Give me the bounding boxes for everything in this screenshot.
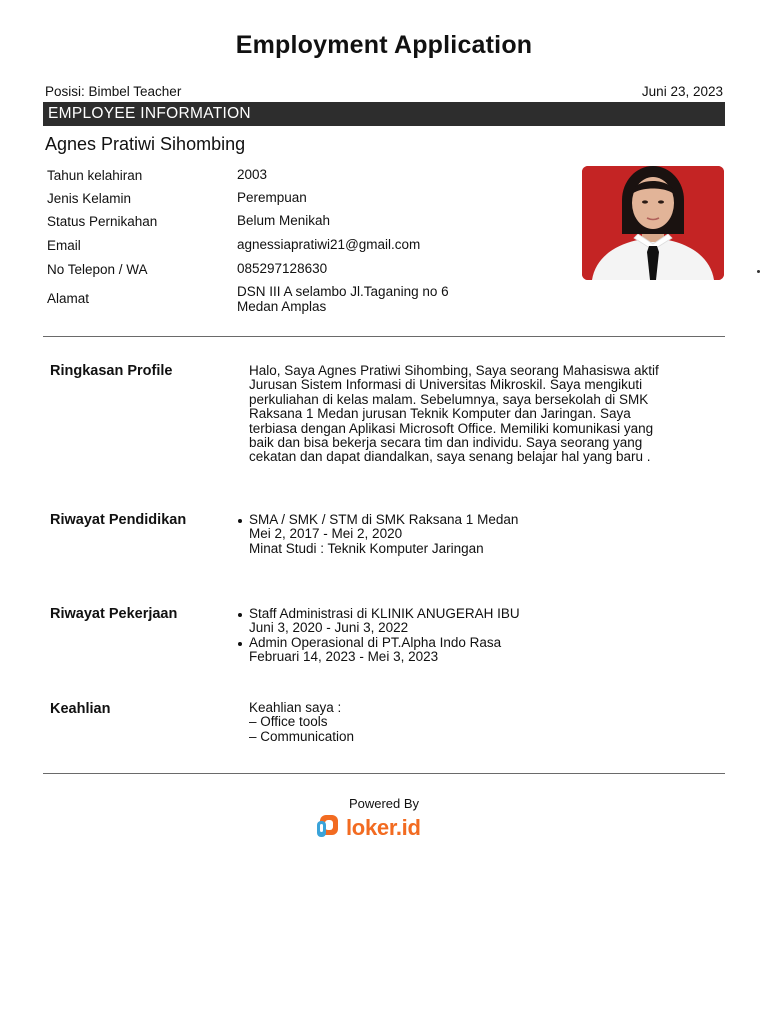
field-value-email: agnessiapratiwi21@gmail.com — [237, 237, 421, 252]
profile-summary-text — [249, 364, 719, 465]
powered-by-text: Powered By — [348, 796, 420, 811]
field-value-marital-status: Belum Menikah — [237, 213, 331, 228]
education-study-focus: Minat Studi : Teknik Komputer Jaringan — [249, 540, 484, 556]
work-title: Admin Operasional di PT.Alpha Indo Rasa — [249, 634, 502, 650]
work-entry — [249, 636, 719, 665]
applicant-photo — [582, 166, 724, 280]
divider-top — [43, 336, 725, 337]
work-history-list — [249, 607, 719, 665]
education-dates: Mei 2, 2017 - Mei 2, 2020 — [249, 526, 403, 542]
field-label-birth-year: Tahun kelahiran — [47, 168, 143, 183]
profile-summary-label: Ringkasan Profile — [50, 363, 173, 379]
applicant-name: Agnes Pratiwi Sihombing — [45, 134, 246, 154]
work-dates: Juni 3, 2020 - Juni 3, 2022 — [249, 620, 409, 636]
profile-line: Jurusan Sistem Informasi di Universitas Mikroskil. Saya mengikuti — [249, 377, 643, 393]
skills-list — [249, 701, 719, 744]
work-history-label: Riwayat Pekerjaan — [50, 606, 178, 622]
education-history-label: Riwayat Pendidikan — [50, 512, 187, 528]
work-entry — [249, 607, 719, 636]
field-label-email: Email — [47, 238, 81, 253]
document-title: Employment Application — [235, 31, 533, 59]
position-text: Posisi: Bimbel Teacher — [45, 84, 182, 99]
loker-logo-icon — [316, 813, 342, 844]
education-title: SMA / SMK / STM di SMK Raksana 1 Medan — [249, 512, 519, 527]
work-title: Staff Administrasi di KLINIK ANUGERAH IBU — [249, 606, 520, 621]
edge-mark — [757, 270, 760, 273]
field-value-address-line1: DSN III A selambo Jl.Taganing no 6 — [237, 284, 449, 299]
skills-label: Keahlian — [50, 701, 111, 717]
profile-line: baik dan bisa bekerja secara tim dan individu. Saya seorang yang — [249, 435, 643, 451]
field-value-phone: 085297128630 — [237, 261, 328, 276]
loker-logo-text: loker.id — [346, 815, 421, 840]
work-dates: Februari 14, 2023 - Mei 3, 2023 — [249, 649, 439, 665]
field-label-gender: Jenis Kelamin — [47, 191, 132, 206]
divider-bottom — [43, 773, 725, 774]
field-value-gender: Perempuan — [237, 190, 307, 205]
profile-line: Raksana 1 Medan jurusan Teknik Komputer dan Jaringan. Saya — [249, 406, 631, 422]
skill-item: – Office tools — [249, 714, 328, 730]
loker-id-logo[interactable] — [316, 814, 421, 842]
skills-intro: Keahlian saya : — [249, 700, 342, 715]
skill-item: – Communication — [249, 728, 355, 744]
profile-line: perkuliahan di kelas malam. Sebelumnya, saya bersekolah di SMK — [249, 391, 649, 407]
profile-line: Halo, Saya Agnes Pratiwi Sihombing, Saya seorang Mahasiswa aktif — [249, 363, 659, 378]
field-value-birth-year: 2003 — [237, 167, 268, 182]
education-history-list — [249, 513, 719, 556]
profile-line: terbiasa dengan Aplikasi Microsoft Office. Memiliki komunikasi yang — [249, 420, 654, 436]
application-date: Juni 23, 2023 — [641, 84, 723, 99]
field-label-address: Alamat — [47, 291, 90, 306]
profile-line: cekatan dan dapat diandalkan, saya senang belajar hal yang baru . — [249, 449, 651, 465]
education-entry — [249, 513, 719, 556]
employee-information-header: EMPLOYEE INFORMATION — [43, 102, 725, 126]
field-label-phone: No Telepon / WA — [47, 262, 148, 277]
field-label-marital-status: Status Pernikahan — [47, 214, 158, 229]
field-value-address-line2: Medan Amplas — [237, 299, 327, 314]
